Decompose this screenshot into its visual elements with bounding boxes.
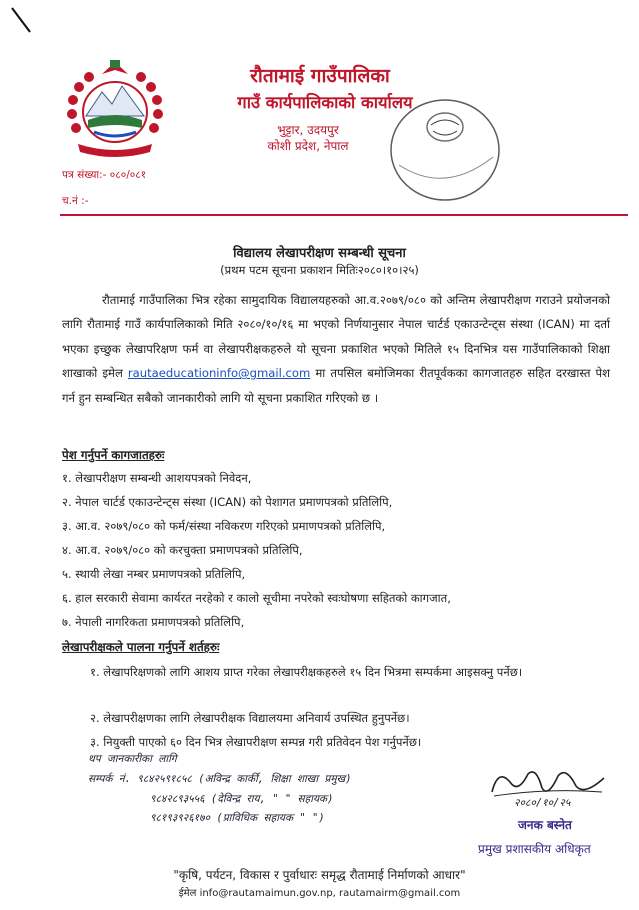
condition-item: १. लेखापरिक्षणको लागि आशय प्राप्त गरेका लेखापरीक्षकहरुले १५ दिन भित्रमा सम्पर्कमा आइसक्नु पर्नेछ। (90, 665, 523, 679)
document-item: ५. स्थायी लेखा नम्बर प्रमाणपत्रको प्रतिलिपि, (62, 567, 246, 581)
signature-date: २०८०/१०/२५ (514, 797, 571, 809)
handwritten-contact-line: ९८१९३९२६१७० (प्राविधिक सहायक " ") (150, 812, 325, 824)
document-item: ६. हाल सरकारी सेवामा कार्यरत नरहेको र कालो सूचीमा नपरेको स्वःघोषणा सहितको कागजात, (62, 591, 451, 605)
signatory-title: प्रमुख प्रशासकीय अधिकृत (478, 842, 591, 856)
notice-title: विद्यालय लेखापरीक्षण सम्बन्धी सूचना (233, 246, 406, 261)
condition-item: ३. नियुक्ती पाएको ६० दिन भित्र लेखापरीक्षण सम्पन्न गरी प्रतिवेदन पेश गर्नुपर्नेछ। (90, 735, 422, 749)
footer-motto: "कृषि, पर्यटन, विकास र पुर्वाधारः समृद्ध रौतामाई निर्माणको आधार" (173, 868, 466, 882)
address-line-2: कोशी प्रदेश, नेपाल (267, 139, 349, 153)
notice-body-text-2: मा तपसिल बमोजिमका रीतपूर्वकका कागजातहरु सहित दरखास्त पेश गर्न हुन सम्बन्धित सबैको जानकारीको लागि यो सूचना प्रकाशित गरिएको छ । (62, 366, 611, 405)
notice-body (62, 288, 610, 410)
office-address (238, 122, 378, 154)
handwritten-contact-heading: थप जानकारीका लागि (88, 753, 177, 765)
dispatch-number: च.नं :- (62, 195, 89, 207)
address-line-1: भुट्टार, उदयपुर (277, 123, 339, 137)
handwritten-contact-line: ९८४२८९३५५६ (देविन्द्र राय, " " सहायक) (150, 793, 334, 805)
document-item: २. नेपाल चार्टर्ड एकाउन्टेन्ट्स संस्था (ICAN) को पेशागत प्रमाणपत्रको प्रतिलिपि, (62, 495, 393, 509)
letterhead-divider (60, 214, 628, 216)
documents-heading: पेश गर्नुपर्ने कागजातहरुः (62, 448, 165, 462)
document-item: ७. नेपाली नागरिकता प्रमाणपत्रको प्रतिलिपि, (62, 615, 245, 629)
condition-item: २. लेखापरीक्षणका लागि लेखापरीक्षक विद्यालयमा अनिवार्य उपस्थित हुनुपर्नेछ। (90, 711, 410, 725)
pen-mark (8, 6, 34, 34)
handwritten-contact-line: सम्पर्क नं. ९८४२५९१८५८ (अविन्द्र कार्की, शिक्षा शाखा प्रमुख) (88, 773, 352, 785)
nepal-emblem-logo (64, 56, 166, 160)
education-email-link[interactable]: rautaeducationinfo@gmail.com (127, 366, 311, 381)
signatory-name: जनक बस्नेत (518, 818, 572, 832)
document-item: ३. आ.व. २०७९/०८० को फर्म/संस्था नविकरण गरिएको प्रमाणपत्रको प्रतिलिपि, (62, 519, 386, 533)
office-subtitle: गाउँ कार्यपालिकाको कार्यालय (237, 93, 413, 112)
notice-publish-date: (प्रथम पटम सूचना प्रकाशन मितिः२०८०।१०।२५) (220, 263, 419, 277)
document-item: ४. आ.व. २०७९/०८० को करचुक्ता प्रमाणपत्रको प्रतिलिपि, (62, 543, 303, 557)
document-item: १. लेखापरीक्षण सम्बन्धी आशयपत्रको निवेदन, (62, 471, 252, 485)
office-stamp (385, 95, 505, 210)
notice-body-text-1: रौतामाई गाउँपालिका भित्र रहेका सामुदायिक विद्यालयहरुको आ.व.२०७९/०८० को अन्तिम लेखापरीक्षण गराउने प्रयोजनको लागि रौतामाई गाउँ कार्यपालिकाको मिति २०८०/१०/१६ मा भएको निर्णयानुसार नेपाल चार्टर्ड एकाउन्टेन्ट्स संस्था (ICAN) मा दर्ता भएका इच्छुक लेखापरिक्षण फर्म वा लेखापरीक्षकहरुले यो सूचना प्रकाशित भएको मितिले १५ दिनभित्र यस गाउँपालिकाको शिक्षा शाखाको इमेल (62, 293, 610, 381)
conditions-heading: लेखापरीक्षकले पालना गर्नुपर्ने शर्तहरुः (62, 640, 220, 654)
municipality-title: रौतामाई गाउँपालिका (250, 65, 390, 87)
reference-number: पत्र संख्या:- ०८०/०८१ (62, 169, 147, 181)
footer-email: ईमेल info@rautamaimun.gov.np, rautamairm@gmail.com (178, 888, 461, 899)
